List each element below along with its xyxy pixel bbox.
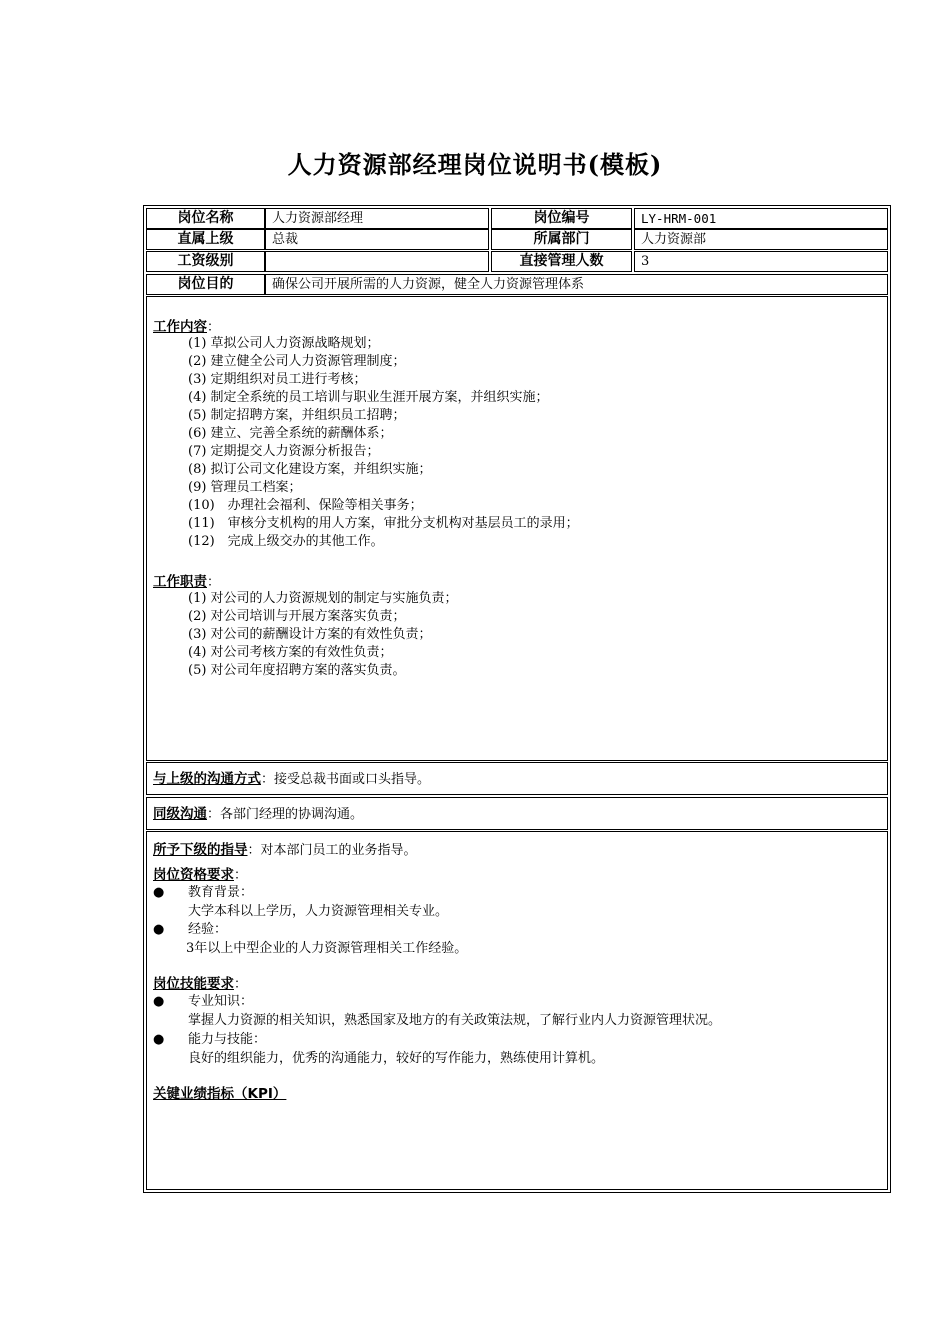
communication-peer-heading: 同级沟通 xyxy=(153,806,207,822)
bullet-icon: ● xyxy=(153,994,165,1009)
list-item: (1) 草拟公司人力资源战略规划； xyxy=(188,336,380,351)
education-text: 大学本科以上学历，人力资源管理相关专业。 xyxy=(188,904,449,919)
skills-heading: 岗位技能要求 xyxy=(153,976,234,992)
work-duties-colon: ： xyxy=(207,575,221,590)
education-label: 教育背景： xyxy=(188,885,254,900)
communication-peer-colon: ： xyxy=(207,807,221,822)
label-salary-grade: 工资级别 xyxy=(146,251,265,272)
knowledge-label: 专业知识： xyxy=(188,994,254,1009)
guidance-down-line xyxy=(153,841,417,860)
list-item: (2) 建立健全公司人力资源管理制度； xyxy=(188,354,406,369)
list-item: (10) 办理社会福利、保险等相关事务； xyxy=(188,498,423,513)
ability-text: 良好的组织能力，优秀的沟通能力，较好的写作能力，熟练使用计算机。 xyxy=(188,1051,605,1066)
list-item: (1) 对公司的人力资源规划的制定与实施负责； xyxy=(188,591,458,606)
bullet-icon: ● xyxy=(153,1032,165,1047)
qualifications-heading-line xyxy=(153,866,247,885)
guidance-down-heading: 所予下级的指导 xyxy=(153,842,248,858)
experience-text: 3年以上中型企业的人力资源管理相关工作经验。 xyxy=(186,941,468,956)
skills-heading-line xyxy=(153,975,247,994)
value-position-code: LY-HRM-001 xyxy=(634,208,888,229)
list-item: (12) 完成上级交办的其他工作。 xyxy=(188,534,384,549)
communication-peer-line xyxy=(153,805,363,824)
kpi-heading-line xyxy=(153,1085,286,1104)
list-item: (5) 对公司年度招聘方案的落实负责。 xyxy=(188,663,406,678)
bullet-icon: ● xyxy=(153,885,165,900)
list-item: (6) 建立、完善全系统的薪酬体系； xyxy=(188,426,393,441)
knowledge-text: 掌握人力资源的相关知识，熟悉国家及地方的有关政策法规，了解行业内人力资源管理状况。 xyxy=(188,1013,722,1028)
value-department: 人力资源部 xyxy=(634,229,888,250)
label-position-name: 岗位名称 xyxy=(146,208,265,229)
list-item: (8) 拟订公司文化建设方案，并组织实施； xyxy=(188,462,432,477)
communication-up-text: 接受总裁书面或口头指导。 xyxy=(274,772,431,787)
communication-up-line xyxy=(153,770,430,789)
work-content-heading: 工作内容 xyxy=(153,319,207,335)
value-position-purpose: 确保公司开展所需的人力资源，健全人力资源管理体系 xyxy=(265,274,888,295)
kpi-heading: 关键业绩指标（KPI） xyxy=(153,1086,287,1102)
skills-colon: ： xyxy=(234,977,248,992)
label-direct-superior: 直属上级 xyxy=(146,229,265,250)
label-position-code: 岗位编号 xyxy=(491,208,632,229)
ability-label: 能力与技能： xyxy=(188,1032,267,1047)
label-department: 所属部门 xyxy=(491,229,632,250)
qualifications-colon: ： xyxy=(234,868,248,883)
bullet-icon: ● xyxy=(153,922,165,937)
value-direct-superior: 总裁 xyxy=(265,229,489,250)
document-title: 人力资源部经理岗位说明书(模板) xyxy=(287,150,663,179)
list-item: (7) 定期提交人力资源分析报告； xyxy=(188,444,380,459)
list-item: (2) 对公司培训与开展方案落实负责； xyxy=(188,609,406,624)
list-item: (4) 制定全系统的员工培训与职业生涯开展方案，并组织实施； xyxy=(188,390,549,405)
value-salary-grade xyxy=(265,251,489,272)
qualifications-heading: 岗位资格要求 xyxy=(153,867,234,883)
list-item: (4) 对公司考核方案的有效性负责； xyxy=(188,645,393,660)
guidance-down-colon: ： xyxy=(247,843,261,858)
guidance-down-text: 对本部门员工的业务指导。 xyxy=(260,843,417,858)
communication-up-heading: 与上级的沟通方式 xyxy=(153,771,261,787)
list-item: (5) 制定招聘方案，并组织员工招聘； xyxy=(188,408,406,423)
list-item: (9) 管理员工档案； xyxy=(188,480,302,495)
list-item: (3) 定期组织对员工进行考核； xyxy=(188,372,367,387)
work-content-colon: ： xyxy=(207,320,221,335)
experience-label: 经验： xyxy=(188,922,228,937)
communication-peer-text: 各部门经理的协调沟通。 xyxy=(220,807,364,822)
value-position-name: 人力资源部经理 xyxy=(265,208,489,229)
label-position-purpose: 岗位目的 xyxy=(146,274,265,295)
requirements-section xyxy=(146,831,888,1190)
label-direct-reports: 直接管理人数 xyxy=(491,251,632,272)
list-item: (11) 审核分支机构的用人方案，审批分支机构对基层员工的录用； xyxy=(188,516,579,531)
work-duties-heading: 工作职责 xyxy=(153,574,207,590)
list-item: (3) 对公司的薪酬设计方案的有效性负责； xyxy=(188,627,432,642)
value-direct-reports: 3 xyxy=(634,251,888,272)
communication-up-colon: ： xyxy=(261,772,275,787)
